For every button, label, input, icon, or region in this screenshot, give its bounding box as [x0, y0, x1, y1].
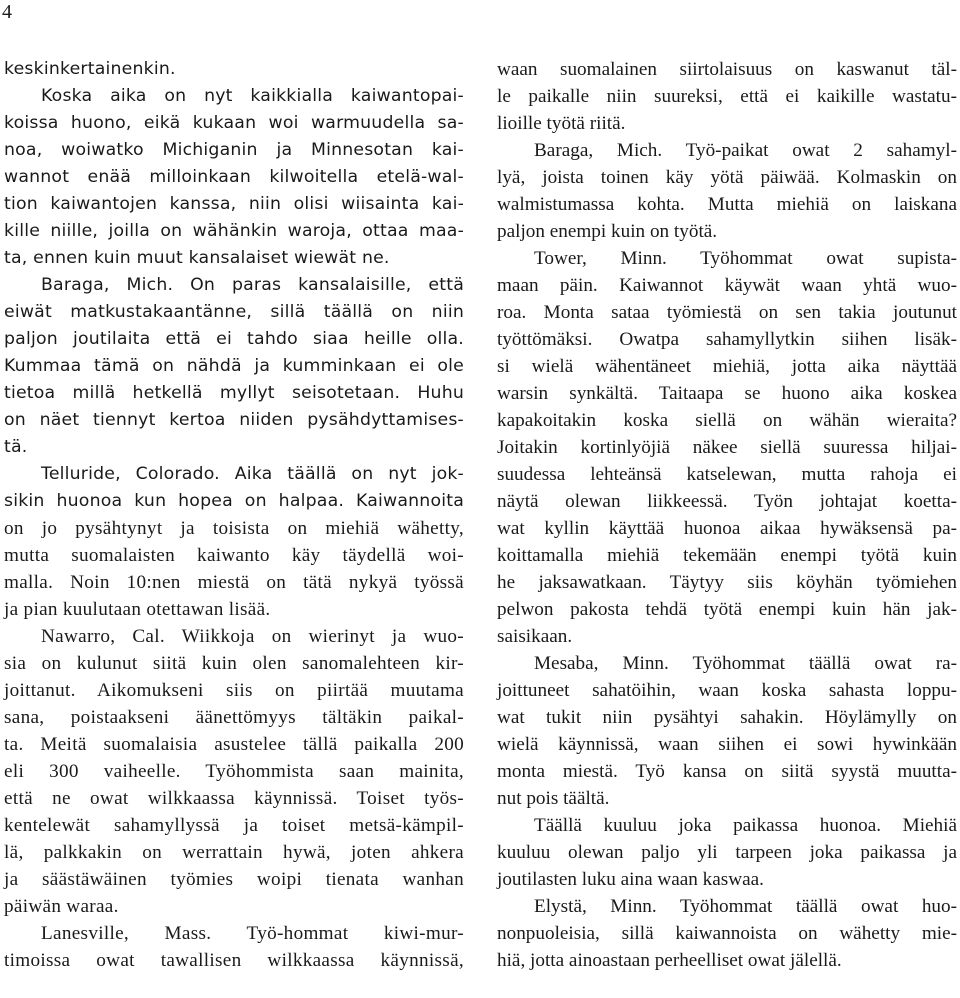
- text-line: saisikaan.: [497, 626, 573, 647]
- text-line: kapakoitakin koska siellä on wähän wieraita?: [497, 410, 957, 431]
- text-line: timoissa owat tawallisen wilkkaassa käynnissä,: [4, 950, 464, 971]
- text-line: sia on kulunut siitä kuin olen sanomalehteen kir-: [4, 653, 464, 674]
- text-line: lioille työtä riitä.: [497, 113, 626, 134]
- text-line: Telluride, Colorado. Aika täällä on nyt jok-: [41, 464, 464, 484]
- left-column: [4, 56, 464, 974]
- text-line: ta. Meitä suomalaisia asustelee tällä paikalla 200: [4, 734, 464, 755]
- text-line: sana, poistaakseni äänettömyys tältäkin paikal-: [4, 707, 464, 728]
- text-line: tion kaiwantojen kanssa, niin olisi wiisainta kai-: [4, 194, 464, 214]
- text-line: eiwät matkustakaantänne, sillä täällä on niin: [4, 302, 464, 322]
- text-line: paljon enempi kuin on työtä.: [497, 221, 718, 242]
- text-line: kentelewät sahamyllyssä ja toiset metsä-kämpil-: [4, 815, 464, 836]
- text-line: Nawarro, Cal. Wiikkoja on wierinyt ja wuo-: [41, 626, 464, 647]
- text-line: nut pois täältä.: [497, 788, 610, 809]
- text-line: Koska aika on nyt kaikkialla kaiwantopai-: [41, 86, 464, 106]
- text-line: Joitakin kortinlyöjiä näkee siellä suuressa hiljai-: [497, 437, 957, 458]
- text-line: Täällä kuuluu joka paikassa huonoa. Miehiä: [534, 815, 957, 836]
- text-line: näytä olewan liikkeessä. Työn johtajat koetta-: [497, 491, 957, 512]
- text-line: Lanesville, Mass. Työ-hommat kiwi-mur-: [41, 923, 464, 944]
- text-line: nonpuoleisia, sillä kaiwannoista on wähetty mie-: [497, 923, 957, 944]
- text-line: mutta suomalaisten kaiwanto käy täydellä woi-: [4, 545, 464, 566]
- text-line: Baraga, Mich. Työ-paikat owat 2 sahamyl-: [534, 140, 957, 161]
- page-number: 4: [2, 1, 12, 23]
- text-line: joittuneet sahatöihin, waan koska sahasta loppu-: [497, 680, 957, 701]
- text-line: ja säästäwäinen työmies woipi tienata wanhan: [4, 869, 464, 890]
- text-line: ja pian kuulutaan otettawan lisää.: [4, 599, 271, 620]
- text-line: noa, woiwatko Michiganin ja Minnesotan kai-: [4, 140, 464, 160]
- text-line: wielä käynnissä, waan siihen ei sowi hywinkään: [497, 734, 957, 755]
- text-line: lä, palkkakin on werrattain hywä, joten ahkera: [4, 842, 464, 863]
- text-line: wat tukit niin pysähtyi sahakin. Höylämylly on: [497, 707, 957, 728]
- text-line: tä.: [4, 437, 28, 457]
- text-line: waan suomalainen siirtolaisuus on kaswanut täl-: [497, 59, 957, 80]
- text-line: ta, ennen kuin muut kansalaiset wiewät ne.: [4, 248, 390, 268]
- text-line: malla. Noin 10:nen miestä on tätä nykyä työssä: [4, 572, 464, 593]
- text-line: le paikalle niin suureksi, että ei kaikille wastatu-: [497, 86, 957, 107]
- text-line: päiwän waraa.: [4, 896, 119, 917]
- text-line: warsin synkältä. Taitaapa se huono aika koskea: [497, 383, 957, 404]
- text-line: wat kyllin käyttää huonoa aikaa hywäksensä pa-: [497, 518, 957, 539]
- text-line: kille niille, joilla on wähänkin waroja, ottaa maa-: [4, 221, 464, 241]
- text-line: pelwon pakosta tehdä työtä enempi kuin hän jak-: [497, 599, 957, 620]
- text-line: koittamalla miehiä tekemään enempi työtä kuin: [497, 545, 957, 566]
- text-line: maan päin. Kaiwannot käywät waan yhtä wuo-: [497, 275, 957, 296]
- text-line: eli 300 vaiheelle. Työhommista saan mainita,: [4, 761, 464, 782]
- text-line: että ne owat wilkkaassa käynnissä. Toiset työs-: [4, 788, 464, 809]
- text-line: suudessa lehteänsä katselewan, mutta rahoja ei: [497, 464, 957, 485]
- text-line: si wielä wähentäneet miehiä, jotta aika näyttää: [497, 356, 957, 377]
- text-line: walmistumassa kohta. Mutta miehiä on laiskana: [497, 194, 957, 215]
- text-line: lyä, joista toinen käy yötä päiwää. Kolmaskin on: [497, 167, 957, 188]
- text-line: kuuluu olewan paljo yli tarpeen joka paikassa ja: [497, 842, 957, 863]
- text-line: wannot enää milloinkaan kilwoitella etelä-wal-: [4, 167, 464, 187]
- text-line: Mesaba, Minn. Työhommat täällä owat ra-: [534, 653, 957, 674]
- text-line: koissa huono, eikä kukaan woi warmuudella sa-: [4, 113, 464, 133]
- text-line: hiä, jotta ainoastaan perheelliset owat jälellä.: [497, 950, 842, 971]
- text-line: joutilasten luku aina waan kaswaa.: [497, 869, 764, 890]
- text-line: on jo pysähtynyt ja toisista on miehiä wähetty,: [4, 518, 464, 539]
- text-line: joittanut. Aikomukseni siis on piirtää muutama: [4, 680, 464, 701]
- text-line: Baraga, Mich. On paras kansalaisille, että: [41, 275, 464, 295]
- text-line: Elystä, Minn. Työhommat täällä owat huo-: [534, 896, 957, 917]
- text-line: paljon joutilaita että ei tahdo siaa heille olla.: [4, 329, 464, 349]
- text-line: työttömäksi. Owatpa sahamyllytkin siihen lisäk-: [497, 329, 957, 350]
- text-line: Tower, Minn. Työhommat owat supista-: [534, 248, 957, 269]
- text-line: tietoa millä hetkellä myllyt seisotetaan. Huhu: [4, 383, 464, 403]
- right-column: [497, 56, 957, 974]
- text-line: keskinkertainenkin.: [4, 59, 176, 79]
- text-line: Kummaa tämä on nähdä ja kumminkaan ei ole: [4, 356, 464, 376]
- text-line: roa. Monta sataa työmiestä on sen takia joutunut: [497, 302, 957, 323]
- text-line: monta miestä. Työ kansa on siitä syystä muutta-: [497, 761, 957, 782]
- text-line: on näet tiennyt kertoa niiden pysähdyttamises-: [4, 410, 464, 430]
- text-line: sikin huonoa kun hopea on halpaa. Kaiwannoita: [4, 491, 464, 511]
- text-line: he jaksawatkaan. Täytyy siis köyhän työmiehen: [497, 572, 957, 593]
